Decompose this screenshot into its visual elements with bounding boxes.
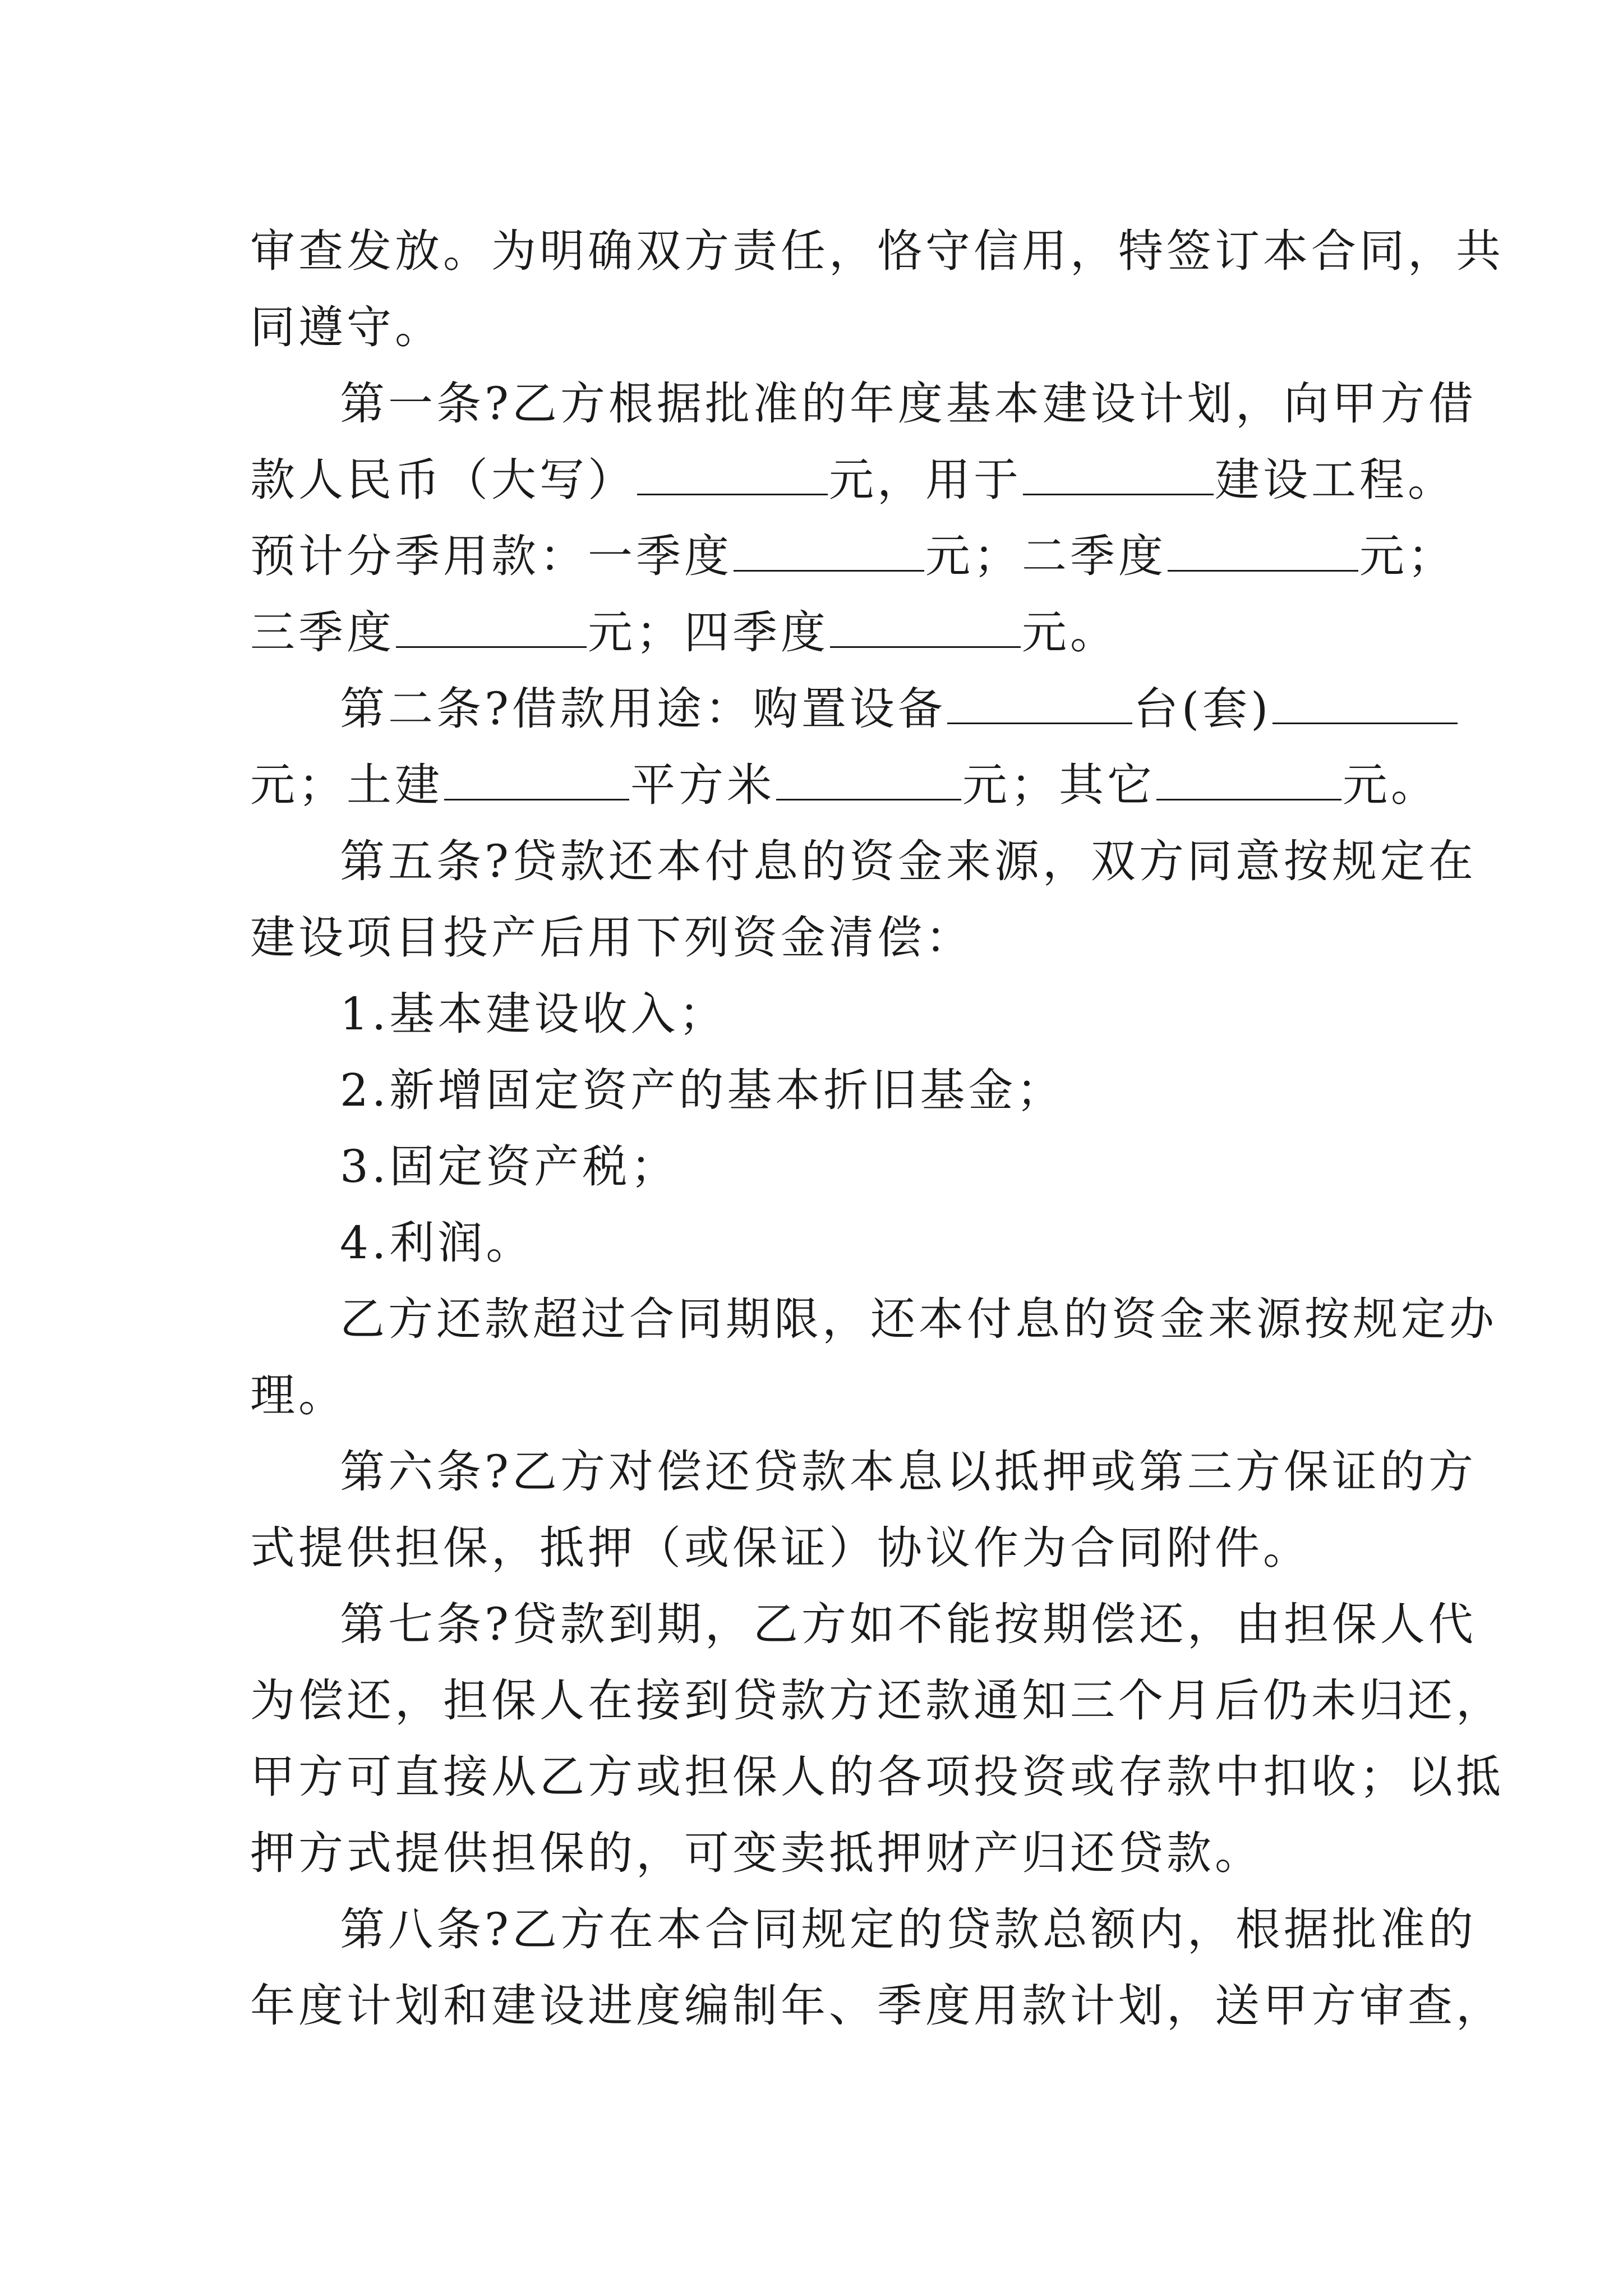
body-line-2: 同遵守。 [250, 301, 443, 353]
q3-amount-blank [396, 607, 587, 648]
equipment-count-blank [947, 683, 1132, 724]
q4-suffix: 元。 [1022, 606, 1118, 659]
article-1-line-3 [250, 518, 1456, 595]
article-2-line-2 [250, 747, 1439, 823]
article-6-line-1: 第六条?乙方对偿还贷款本息以抵押或第三方保证的方 [340, 1446, 1477, 1498]
q1-amount-blank [734, 531, 924, 572]
equipment-amount-blank [1272, 683, 1458, 724]
area-unit: 平方米 [630, 759, 775, 811]
article-7-line-3: 甲方可直接从乙方或担保人的各项投资或存款中扣收；以抵 [250, 1751, 1504, 1803]
article-7-line-4: 押方式提供担保的，可变卖抵押财产归还贷款。 [250, 1827, 1263, 1879]
loan-amount-blank [637, 454, 828, 495]
article-5-line-2: 建设项目投产后用下列资金清偿： [250, 912, 974, 964]
loan-amount-label: 款人民币（大写） [250, 454, 636, 506]
list-item-3: 3.固定资产税； [340, 1140, 679, 1193]
project-name-blank [1023, 454, 1214, 495]
other-label: 元；其它 [962, 759, 1155, 811]
construction-area-blank [444, 760, 629, 800]
article-6-line-2: 式提供担保，抵押（或保证）协议作为合同附件。 [250, 1522, 1311, 1574]
article-1-line-1: 第一条?乙方根据批准的年度基本建设计划，向甲方借 [340, 378, 1477, 430]
list-item-1: 1.基本建设收入； [340, 988, 727, 1040]
q4-label: 元；四季度 [588, 606, 829, 659]
other-amount-blank [1156, 760, 1341, 800]
equipment-label: 第二条?借款用途：购置设备 [340, 683, 946, 735]
list-item-4: 4.利润。 [340, 1217, 534, 1269]
q2-suffix: 元； [1359, 530, 1456, 582]
q2-amount-blank [1168, 531, 1358, 572]
project-suffix: 建设工程。 [1215, 454, 1456, 506]
article-1-line-4 [250, 595, 1377, 671]
q1-label: 预计分季用款：一季度 [250, 530, 732, 582]
usage-label: 元，用于 [829, 454, 1022, 506]
list-item-2: 2.新增固定资产的基本折旧基金； [340, 1064, 1065, 1116]
body-line-1: 审查发放。为明确双方责任，恪守信用，特签订本合同，共 [250, 225, 1504, 277]
article-1-line-2 [250, 442, 1456, 518]
article-5-line-1: 第五条?贷款还本付息的资金来源，双方同意按规定在 [340, 835, 1477, 887]
article-7-line-1: 第七条?贷款到期，乙方如不能按期偿还，由担保人代 [340, 1598, 1477, 1650]
article-8-line-2: 年度计划和建设进度编制年、季度用款计划，送甲方审查， [250, 1980, 1504, 2032]
construction-label: 元；土建 [250, 759, 443, 811]
overdue-line-2: 理。 [250, 1369, 347, 1421]
equipment-unit: 台(套) [1133, 683, 1272, 735]
other-suffix: 元。 [1343, 759, 1439, 811]
contract-body [250, 213, 1504, 2044]
construction-amount-blank [776, 760, 961, 800]
article-8-line-1: 第八条?乙方在本合同规定的贷款总额内，根据批准的 [340, 1903, 1477, 1955]
article-2-line-1 [250, 671, 1377, 747]
overdue-line-1: 乙方还款超过合同期限，还本付息的资金来源按规定办 [340, 1293, 1497, 1345]
article-7-line-2: 为偿还，担保人在接到贷款方还款通知三个月后仍未归还， [250, 1674, 1504, 1727]
q2-label: 元；二季度 [925, 530, 1166, 582]
q4-amount-blank [830, 607, 1021, 648]
q3-label: 三季度 [250, 606, 395, 659]
